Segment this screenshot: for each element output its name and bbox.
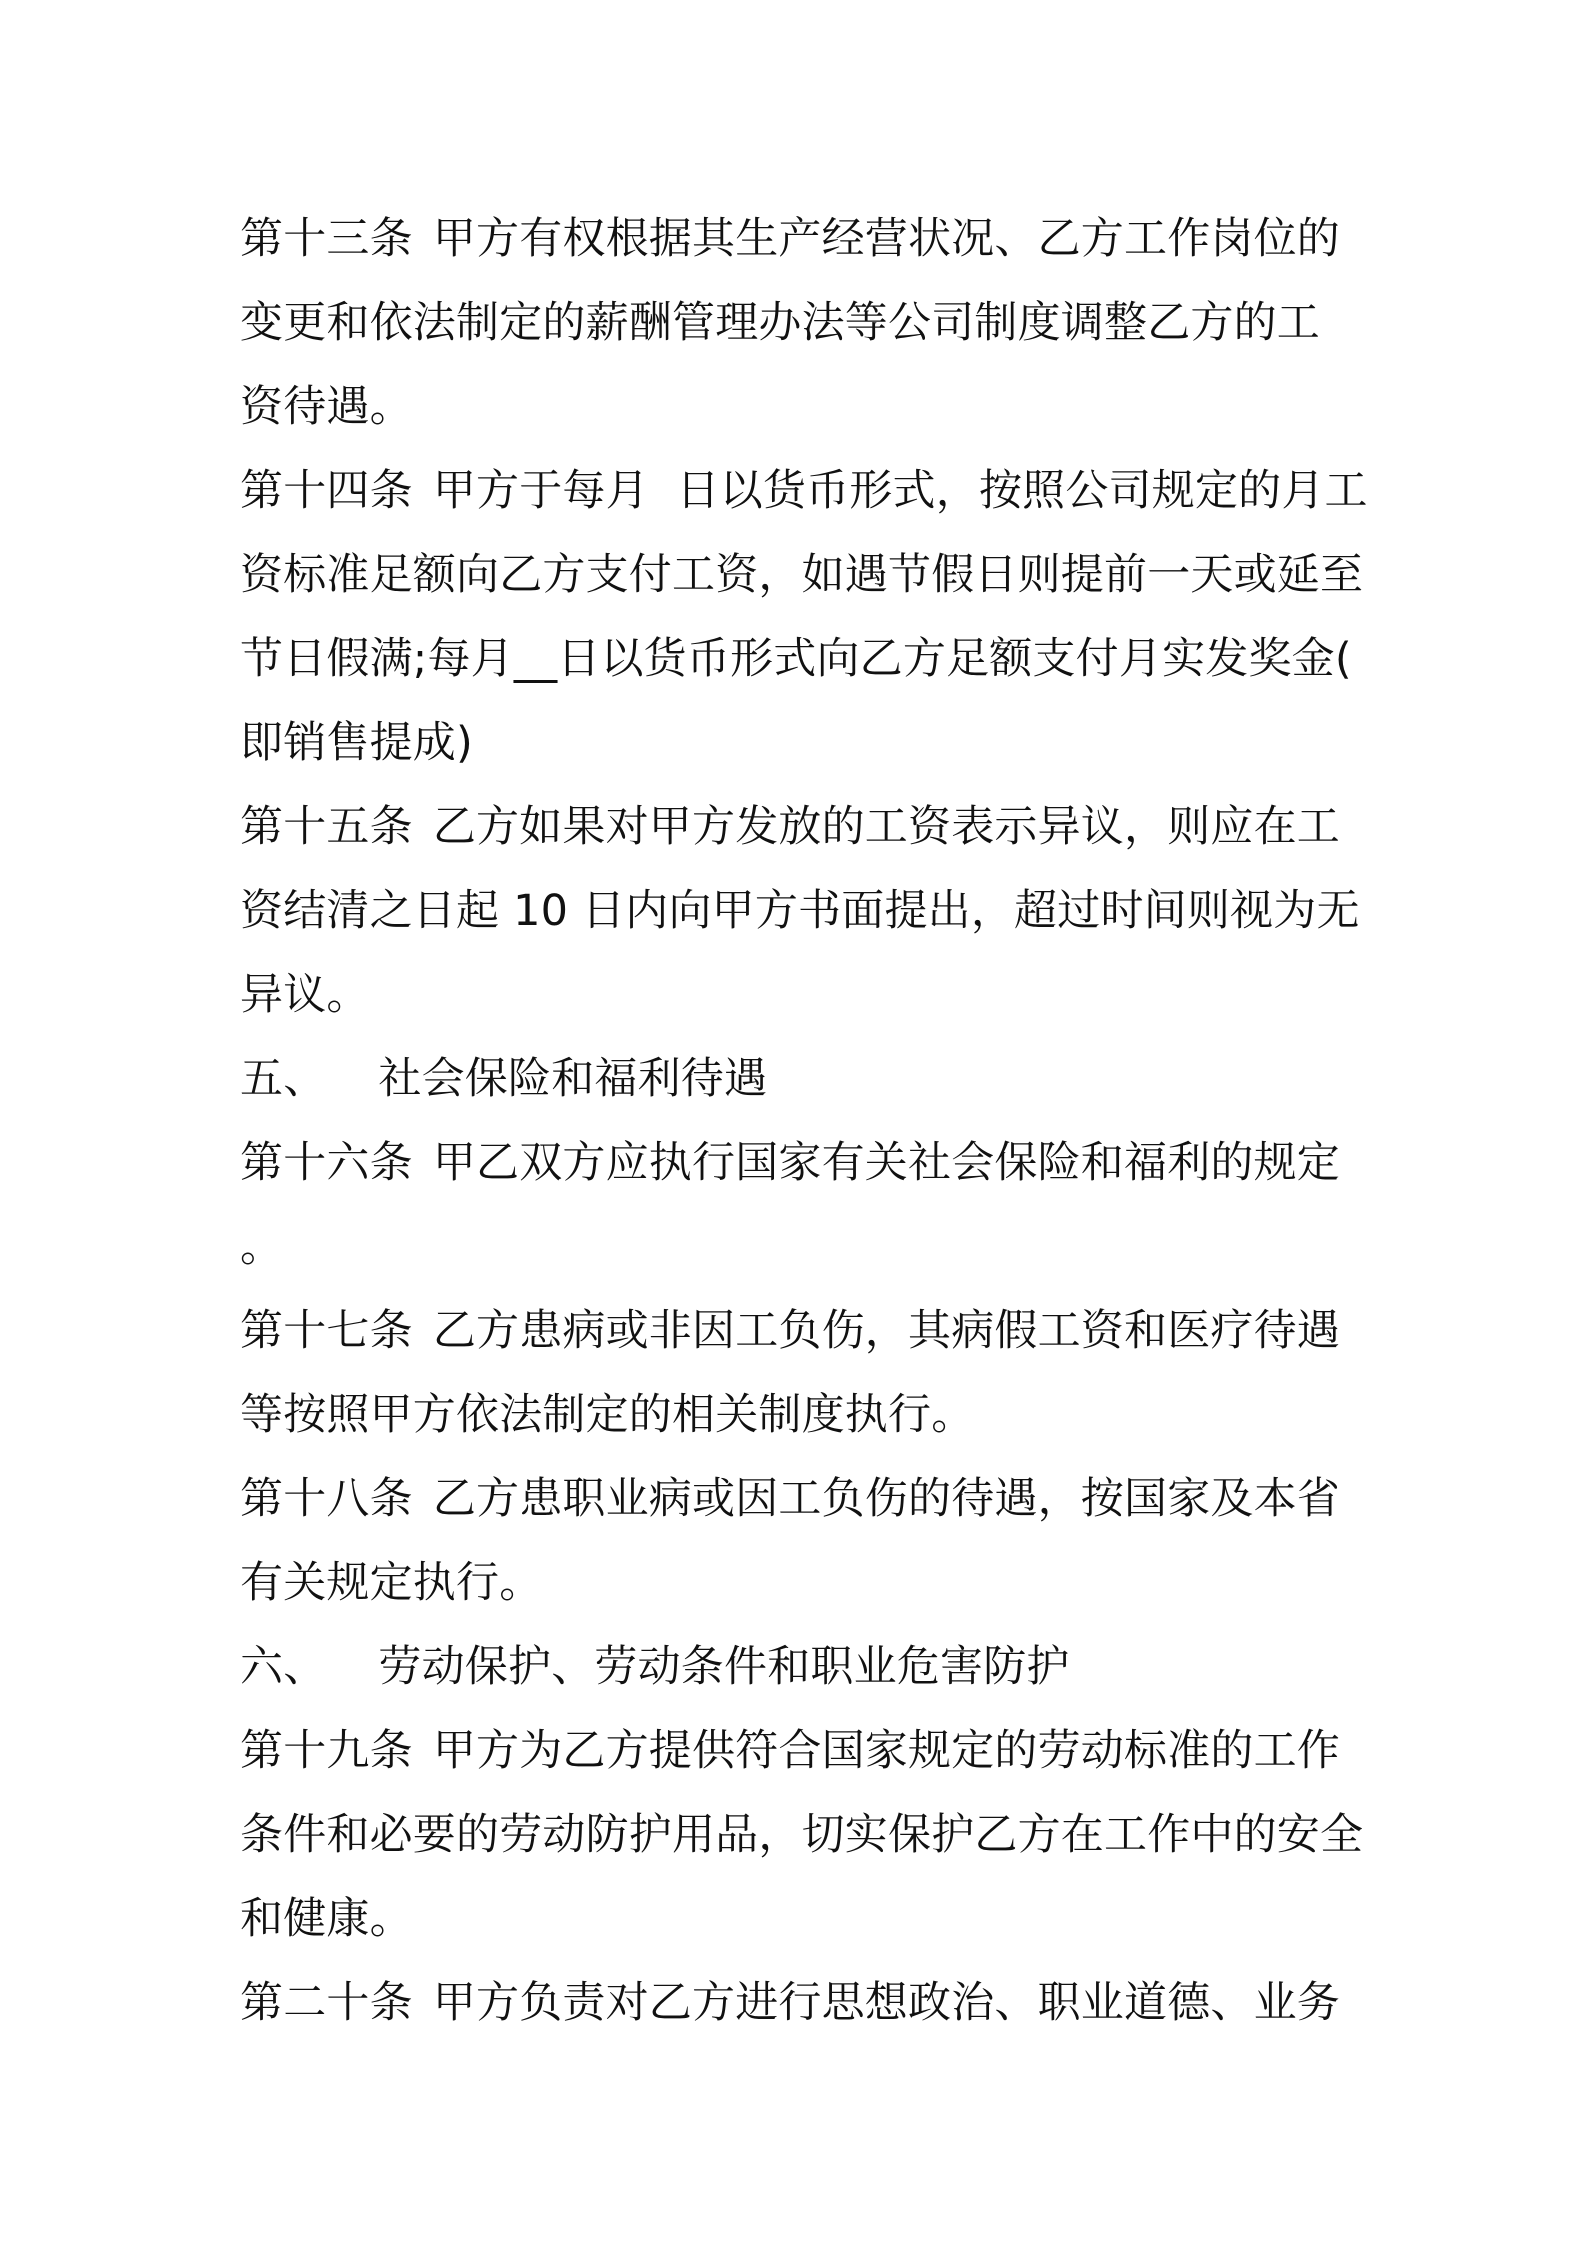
text-line: [240, 365, 1360, 449]
line-text: 资待遇。: [240, 382, 413, 432]
article-label: 第十三条: [240, 214, 413, 264]
text-line: [240, 1541, 1360, 1625]
section-title: 社会保险和福利待遇: [378, 1054, 768, 1104]
article-label: 第十九条: [240, 1726, 413, 1776]
line-text: 节日假满;每月__日以货币形式向乙方足额支付月实发奖金(: [240, 634, 1352, 684]
line-text: 变更和依法制定的薪酬管理办法等公司制度调整乙方的工: [240, 298, 1320, 348]
line-text: 有关规定执行。: [240, 1558, 543, 1608]
text-line: [240, 449, 1368, 533]
line-text: 即销售提成): [240, 718, 473, 768]
line-text: 乙方患职业病或因工负伤的待遇，按国家及本省: [432, 1474, 1341, 1524]
line-text: 等按照甲方依法制定的相关制度执行。: [240, 1390, 975, 1440]
line-text: 异议。: [240, 970, 370, 1020]
text-line: [240, 1205, 1360, 1289]
text-line: [240, 1709, 1360, 1793]
text-line: [240, 281, 1360, 365]
line-text: 甲方为乙方提供符合国家规定的劳动标准的工作: [432, 1726, 1341, 1776]
line-text: 甲方负责对乙方进行思想政治、职业道德、业务: [432, 1978, 1341, 2028]
section-number: 五、: [240, 1054, 327, 1104]
article-label: 第二十条: [240, 1978, 413, 2028]
text-line: [240, 1877, 1360, 1961]
line-text: 资标准足额向乙方支付工资，如遇节假日则提前一天或延至: [240, 550, 1364, 600]
text-line: [240, 197, 1360, 281]
line-text: 资结清之日起 10 日内向甲方书面提出，超过时间则视为无: [240, 886, 1360, 936]
document-body: [240, 197, 1368, 2045]
article-label: 第十七条: [240, 1306, 413, 1356]
text-line: [240, 1121, 1360, 1205]
section-title: 劳动保护、劳动条件和职业危害防护: [378, 1642, 1070, 1692]
text-line: [240, 1961, 1360, 2045]
text-line: [240, 1793, 1364, 1877]
line-text: 。: [240, 1222, 284, 1272]
line-text: 乙方如果对甲方发放的工资表示异议，则应在工: [432, 802, 1341, 852]
text-line: [240, 785, 1360, 869]
section-heading: [240, 1037, 1360, 1121]
line-text: 甲方有权根据其生产经营状况、乙方工作岗位的: [432, 214, 1341, 264]
text-line: [240, 1373, 1360, 1457]
text-line: [240, 617, 1360, 701]
article-label: 第十五条: [240, 802, 413, 852]
line-text: 甲乙双方应执行国家有关社会保险和福利的规定: [432, 1138, 1341, 1188]
text-line: [240, 869, 1360, 953]
section-number: 六、: [240, 1642, 327, 1692]
text-line: [240, 1289, 1360, 1373]
line-text: 条件和必要的劳动防护用品，切实保护乙方在工作中的安全: [240, 1810, 1364, 1860]
line-text: 乙方患病或非因工负伤，其病假工资和医疗待遇: [432, 1306, 1341, 1356]
text-line: [240, 701, 1360, 785]
section-heading: [240, 1625, 1360, 1709]
article-label: 第十八条: [240, 1474, 413, 1524]
article-label: 第十四条: [240, 466, 413, 516]
text-line: [240, 1457, 1360, 1541]
text-line: [240, 533, 1364, 617]
article-label: 第十六条: [240, 1138, 413, 1188]
line-text: 甲方于每月 日以货币形式，按照公司规定的月工: [432, 466, 1368, 516]
line-text: 和健康。: [240, 1894, 413, 1944]
text-line: [240, 953, 1360, 1037]
